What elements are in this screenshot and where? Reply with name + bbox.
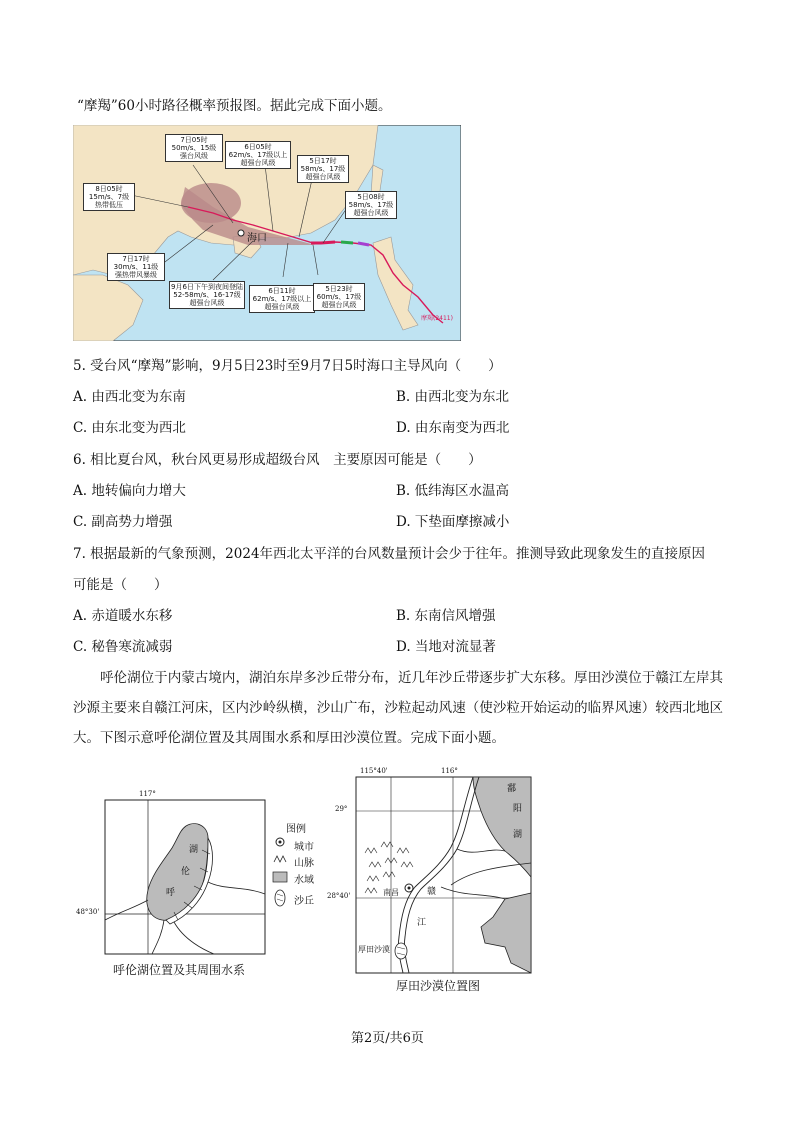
label-7d17: 7日17时 30m/s、11级 强热带风暴级 — [107, 253, 165, 281]
map-legend — [272, 820, 332, 910]
houtian-desert-map — [327, 767, 535, 975]
q6-stem: 6. 相比夏台风，秋台风更易形成超级台风 主要原因可能是（ ） — [73, 452, 482, 468]
map2-lat1-label: 29° — [335, 805, 348, 813]
label-5d08: 5日08时 58m/s、17级 超强台风级 — [345, 191, 397, 219]
legend-city: 城市 — [294, 842, 314, 853]
q7-stem-line1: 7. 根据最新的气象预测，2024年西北太平洋的台风数量预计会少于往年。推测导致此现象发生的直接原因 — [73, 546, 706, 562]
q6-option-c[interactable]: C. 副高势力增强 — [73, 514, 173, 530]
q7-stem-line2: 可能是（ ） — [73, 577, 168, 593]
map2-river-char1: 赣 — [427, 887, 437, 897]
label-6d11: 6日11时 62m/s、17级以上 超强台风级 — [249, 285, 315, 313]
q5-option-d[interactable]: D. 由东南变为西北 — [396, 420, 510, 436]
map1-lake-char1: 湖 — [189, 845, 199, 855]
legend-mountain: 山脉 — [294, 858, 314, 869]
haikou-label: 海口 — [247, 233, 267, 244]
q5-option-c[interactable]: C. 由东北变为西北 — [73, 420, 186, 436]
q7-option-d[interactable]: D. 当地对流显著 — [396, 639, 496, 655]
q5-stem: 5. 受台风“摩羯”影响，9月5日23时至9月7日5时海口主导风向（ ） — [73, 358, 502, 374]
label-6d05: 6日05时 62m/s、17级以上 超强台风级 — [225, 141, 291, 169]
typhoon-track-map — [73, 125, 461, 341]
q7-option-b[interactable]: B. 东南信风增强 — [396, 608, 496, 624]
label-5d17: 5日17时 58m/s、17级 超强台风级 — [297, 155, 349, 183]
label-landfall: 9月6日下午到夜间登陆 52-58m/s、16-17级 超强台风级 — [169, 281, 245, 309]
map2-lon1-label: 115°40' — [360, 767, 388, 775]
map2-caption: 厚田沙漠位置图 — [396, 979, 481, 993]
map2-lat2-label: 28°40' — [327, 892, 351, 900]
map2-city-label: 南昌 — [383, 888, 399, 897]
legend-title: 图例 — [286, 824, 306, 835]
hulun-lake-map — [76, 790, 274, 975]
q7-option-a[interactable]: A. 赤道暖水东移 — [73, 608, 173, 624]
q7-option-c[interactable]: C. 秘鲁寒流减弱 — [73, 639, 173, 655]
page-footer: 第2页/共6页 — [351, 1031, 424, 1046]
q5-option-b[interactable]: B. 由西北变为东北 — [396, 389, 510, 405]
q6-option-b[interactable]: B. 低纬海区水温高 — [396, 483, 510, 499]
intro-text: “摩羯”60小时路径概率预报图。据此完成下面小题。 — [77, 98, 392, 114]
typhoon-tag: 摩羯(2411) — [421, 315, 453, 322]
label-8d05: 8日05时 15m/s、7级 热带低压 — [83, 183, 135, 211]
passage-text: 呼伦湖位于内蒙古境内，湖泊东岸多沙丘带分布，近几年沙丘带逐步扩大东移。厚田沙漠位于赣江左岸其沙源主要来自赣江河床，区内沙岭纵横，沙山广布，沙粒起动风速（使沙粒开始运动的临界风速）较西北地区大。下图示意呼伦湖位置及其周围水系和厚田沙漠位置。完成下面小题。 — [73, 670, 723, 746]
map1-lake-char2: 伦 — [181, 867, 191, 877]
q5-option-a[interactable]: A. 由西北变为东南 — [73, 389, 186, 405]
legend-dune: 沙丘 — [294, 896, 314, 907]
q6-option-d[interactable]: D. 下垫面摩擦减小 — [396, 514, 510, 530]
map2-lon2-label: 116° — [441, 767, 458, 775]
map1-lake-char3: 呼 — [166, 888, 176, 898]
label-7d05: 7日05时 50m/s、15级 强台风级 — [165, 134, 223, 162]
map1-lat-label: 48°30' — [76, 908, 100, 916]
legend-water: 水域 — [294, 875, 314, 886]
map1-lon-label: 117° — [139, 790, 156, 798]
map2-lake-char1: 鄱 — [507, 784, 517, 794]
map2-desert-label: 厚田沙漠 — [358, 945, 390, 954]
map2-lake-char3: 湖 — [513, 830, 523, 840]
map2-river-char2: 江 — [417, 918, 427, 928]
q6-option-a[interactable]: A. 地转偏向力增大 — [73, 483, 186, 499]
desert-symbol — [395, 943, 407, 959]
map1-caption: 呼伦湖位置及其周围水系 — [113, 963, 246, 977]
label-5d23: 5日23时 60m/s、17级 超强台风级 — [313, 283, 365, 311]
map2-lake-char2: 阳 — [513, 804, 523, 814]
haikou-marker — [238, 230, 244, 236]
